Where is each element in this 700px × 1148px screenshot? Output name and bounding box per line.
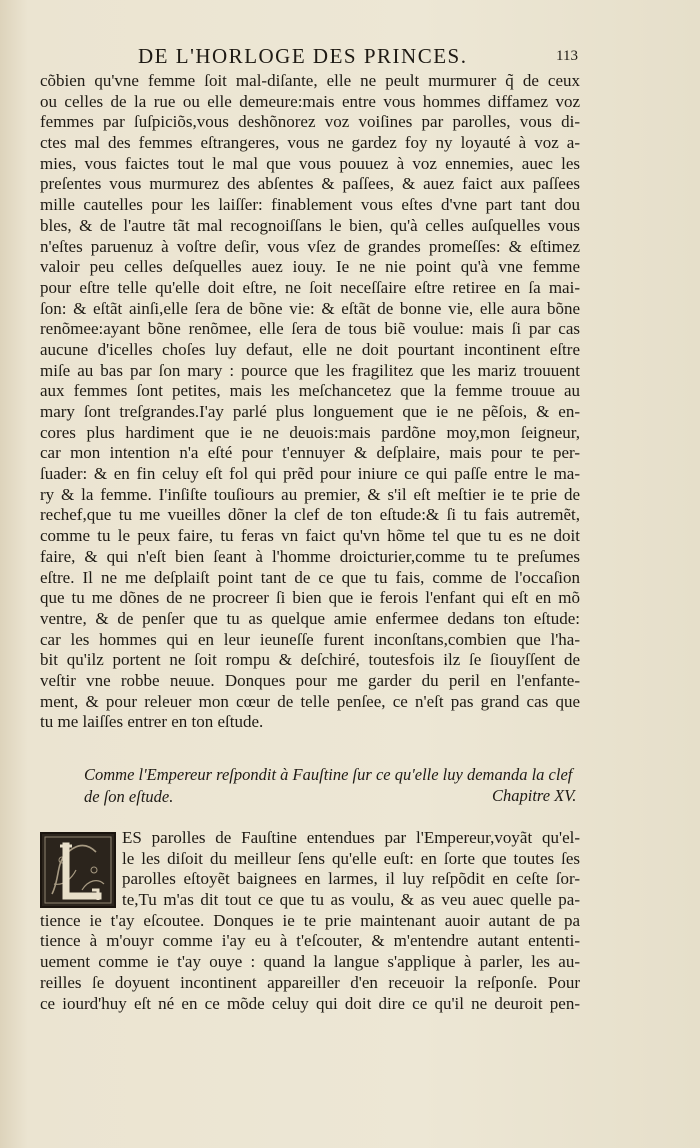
text-line: ry & la femme. I'inſiſte touſiours au premier, & s'il eſt meſtier ie te prie de [40,484,580,504]
text-line: tience ie t'ay eſcoutee. Donques ie te prie maintenant auoir autant de pa [40,910,580,930]
text-line: tience à m'ouyr comme i'ay eu à t'eſcouter, & m'entendre autant ententi- [40,931,580,951]
text-line: preſentes vous murmurez des abſentes & paſſees, & auez faict aux paſſees [40,174,580,194]
text-line: reilles ſe doyuent incontinent appareiller d'en receuoir la reſponſe. Pour [40,972,580,992]
text-line: mies, vous faictes tout le mal que vous pouuez à voz ennemies, auec les [40,153,580,173]
text-line: femmes par ſuſpiciõs,vous deshõnorez voz voiſines par parolles, vous di- [40,112,580,132]
chapter-text [40,828,580,1014]
text-line: ctes mal des femmes eſtrangeres, vous ne gardez foy ny loyauté à voz a- [40,133,580,153]
running-head: DE L'HORLOGE DES PRINCES. [138,44,468,68]
text-line: ce iourd'huy eſt né en ce mõde celuy qui doit dire ce qu'il ne deuroit pen- [40,993,580,1013]
text-line: comme tu le peux faire, tu feras vn faict qu'vn hõme tel que tu es ne doit [40,526,580,546]
text-line: ou celles de la rue ou elle demeure:mais entre vous hommes diffamez voz [40,91,580,111]
chapter-label: Chapitre XV. [492,786,577,805]
text-line: te,Tu m'as dit tout ce que tu as voulu, & as veu auec quelle pa- [122,890,580,910]
text-line: n'eſtes paruenuz à voſtre deſir, vous vſez de grandes promeſſes: & eſtimez [40,236,580,256]
text-line: aux femmes ſont petites, mais les meſchancetez que la femme trouue au [40,381,580,401]
text-line: renõmee:ayant bõne renõmee, elle ſera de tous biẽ voulue: mais ſi par cas [40,319,580,339]
text-line: le les diſoit du meilleur ſens qu'elle euſt: en ſorte que toutes ſes [122,848,580,868]
text-line: tu me laiſſes entrer en ton eſtude. [40,712,264,732]
text-line: miſe au bas par ſon mary : pource que les fragilitez que les mariz trouuent [40,360,580,380]
text-line: ment, & pour releuer mon cœur de telle penſee, ce n'eſt pas grand cas que [40,691,580,711]
text-line: valoir peu celles deſquelles auez iouy. Ie ne nie point qu'à vne femme [40,257,580,277]
text-line: bit qu'ilz portent ne ſoit rompu & deſchiré, toutesfois ilz ſe ſiouyſſent de [40,650,580,670]
text-line: bles, & de l'autre tãt mal recognoiſſans le bien, qu'à celles auſquelles vous [40,215,580,235]
text-line: que tu me dõnes de ne procreer ſi bien que ie ferois l'enfant qui eſt en mõ [40,588,580,608]
text-line: car mon intention n'a eſté pour t'ennuyer & deſplaire, mais pour te per- [40,443,580,463]
text-line: ventre, & de penſer que tu as quelque amie enfermee dedans ton eſtude: [40,608,580,628]
text-line: faire, & qui n'eſt bien ſeant à l'homme droicturier,comme tu te preſumes [40,546,580,566]
body-text [40,71,580,733]
text-line: parolles eſtoyẽt baignees en larmes, il luy reſpõdit en ceſte ſor- [122,869,580,889]
text-line: cores plus hardiment que ie ne deuois:mais pardõne moy,mon ſeigneur, [40,422,580,442]
chapter-heading-line: de ſon eſtude. [84,787,174,806]
text-line: ſon: & eſtãt ainſi,elle ſera de bõne vie: & eſtãt de bonne vie, elle aura bõne [40,298,580,318]
text-line: aucune d'icelles choſes luy defaut, elle ne doit pourtant incontinent eſtre [40,339,580,359]
chapter-heading-line: Comme l'Empereur reſpondit à Fauſtine ſur ce qu'elle luy demanda la clef [84,765,573,784]
text-line: cõbien qu'vne femme ſoit mal-diſante, elle ne peult murmurer q̃ de ceux [40,71,580,90]
text-line: rechef,que tu me vueilles dõner la clef de ton eſtude:& ſi tu fais autremẽt, [40,505,580,525]
page-number: 113 [556,48,578,64]
text-line: car les hommes qui en leur ieuneſſe furent inconſtans,combien que l'ha- [40,629,580,649]
text-line: eſtre. Il ne me deſplaiſt point tant de ce que tu fais, comme de l'occaſion [40,567,580,587]
text-line: ſuader: & en fin celuy eſt fol qui prẽd pour iniure ce qui paſſe entre le ma- [40,464,580,484]
text-line: pour eſtre telle qu'elle doit eſtre, ne ſoit neceſſaire eſtre retiree en ſa mai- [40,277,580,297]
text-line: mille cautelles pour les laiſſer: finablement vous eſtes d'vne part tant dou [40,195,580,215]
text-line: mary ſont treſgrandes.I'ay parlé plus longuement que ie ne pẽſois, & en- [40,402,580,421]
text-line: ES parolles de Fauſtine entendues par l'Empereur,voyãt qu'el- [122,828,580,847]
text-line: uement comme ie t'ay ouye : quand la langue s'applique à parler, les au- [40,952,580,972]
text-line: veſtir vne robbe neuue. Donques pour me garder du peril en l'enfante- [40,670,580,690]
